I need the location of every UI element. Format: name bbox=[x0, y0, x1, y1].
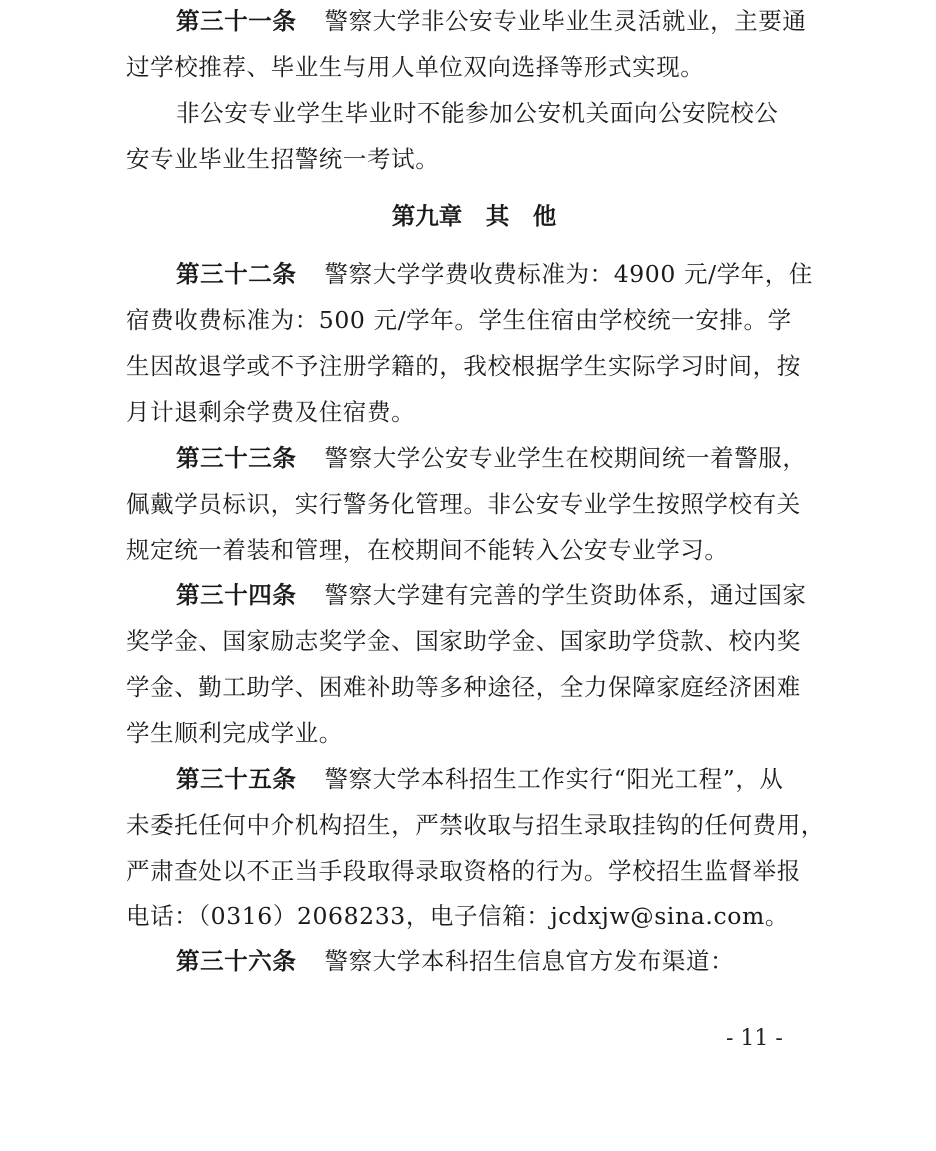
article-31-para2-line-2: 安专业毕业生招警统一考试。 bbox=[126, 145, 440, 173]
article-35-line-4: 电话：（0316）2068233，电子信箱：jcdxjw@sina.com。 bbox=[126, 902, 789, 930]
article-32-line-2: 宿费收费标准为：500 元/学年。学生住宿由学校统一安排。学 bbox=[126, 306, 792, 334]
page-number: - 11 - bbox=[726, 1026, 783, 1051]
article-33-number: 第三十三条 bbox=[176, 444, 297, 472]
article-34-line-1: 第三十四条 警察大学建有完善的学生资助体系，通过国家 bbox=[176, 581, 807, 609]
article-34-line-2: 奖学金、国家励志奖学金、国家助学金、国家助学贷款、校内奖 bbox=[126, 627, 801, 655]
article-34-number: 第三十四条 bbox=[176, 581, 297, 609]
article-33-line-2: 佩戴学员标识，实行警务化管理。非公安专业学生按照学校有关 bbox=[126, 490, 801, 518]
chapter-heading: 第九章 其 他 bbox=[391, 202, 557, 230]
article-35-number: 第三十五条 bbox=[176, 765, 297, 793]
article-32-line-3: 生因故退学或不予注册学籍的，我校根据学生实际学习时间，按 bbox=[126, 352, 801, 380]
article-36-line-1: 第三十六条 警察大学本科招生信息官方发布渠道： bbox=[176, 947, 735, 975]
article-36-number: 第三十六条 bbox=[176, 947, 297, 975]
article-31-para2-line-1: 非公安专业学生毕业时不能参加公安机关面向公安院校公 bbox=[176, 99, 779, 127]
article-33-line-3: 规定统一着装和管理，在校期间不能转入公安专业学习。 bbox=[126, 536, 729, 564]
article-34-line-3: 学金、勤工助学、困难补助等多种途径，全力保障家庭经济困难 bbox=[126, 673, 801, 701]
article-31-line-1: 第三十一条 警察大学非公安专业毕业生灵活就业，主要通 bbox=[176, 7, 807, 35]
article-35-line-1: 第三十五条 警察大学本科招生工作实行“阳光工程”，从 bbox=[176, 765, 784, 793]
article-35-line-2: 未委托任何中介机构招生，严禁收取与招生录取挂钩的任何费用， bbox=[126, 811, 825, 839]
article-33-line-1: 第三十三条 警察大学公安专业学生在校期间统一着警服， bbox=[176, 444, 807, 472]
article-32-line-1: 第三十二条 警察大学学费收费标准为：4900 元/学年，住 bbox=[176, 260, 813, 288]
article-31-line-2: 过学校推荐、毕业生与用人单位双向选择等形式实现。 bbox=[126, 53, 705, 81]
article-34-line-4: 学生顺利完成学业。 bbox=[126, 719, 343, 747]
article-35-line-3: 严肃查处以不正当手段取得录取资格的行为。学校招生监督举报 bbox=[126, 857, 801, 885]
article-32-line-4: 月计退剩余学费及住宿费。 bbox=[126, 398, 416, 426]
article-31-number: 第三十一条 bbox=[176, 7, 297, 35]
article-32-number: 第三十二条 bbox=[176, 260, 297, 288]
